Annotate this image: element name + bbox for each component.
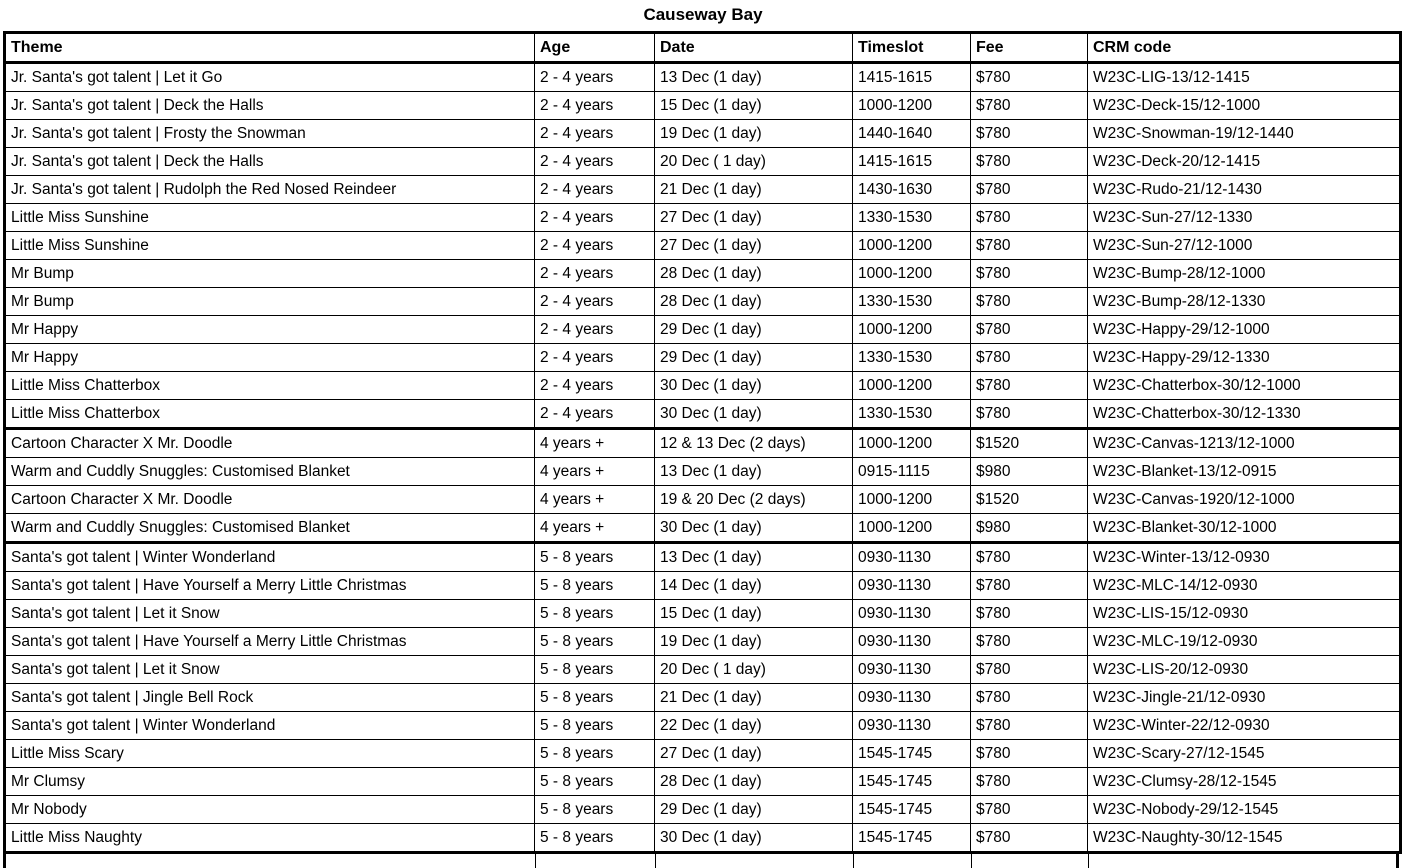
date-cell: 27 Dec (1 day)	[655, 232, 853, 260]
table-bottom-partial-row	[3, 854, 1399, 868]
fee-cell: $780	[971, 768, 1088, 796]
age-cell: 2 - 4 years	[535, 148, 655, 176]
theme-cell: Santa's got talent | Let it Snow	[5, 656, 535, 684]
table-row	[5, 514, 1401, 543]
crm-code-cell: W23C-Clumsy-28/12-1545	[1088, 768, 1401, 796]
crm-code-cell: W23C-Nobody-29/12-1545	[1088, 796, 1401, 824]
timeslot-cell: 1545-1745	[853, 824, 971, 853]
table-row	[5, 176, 1401, 204]
date-cell: 19 Dec (1 day)	[655, 628, 853, 656]
crm-code-cell: W23C-Canvas-1920/12-1000	[1088, 486, 1401, 514]
column-header-date: Date	[655, 33, 853, 63]
fee-cell: $780	[971, 120, 1088, 148]
age-cell: 5 - 8 years	[535, 824, 655, 853]
table-header	[5, 33, 1401, 63]
age-cell: 2 - 4 years	[535, 372, 655, 400]
table-row	[5, 656, 1401, 684]
fee-cell: $780	[971, 543, 1088, 572]
age-cell: 5 - 8 years	[535, 684, 655, 712]
crm-code-cell: W23C-Canvas-1213/12-1000	[1088, 429, 1401, 458]
fee-cell: $780	[971, 796, 1088, 824]
table-row	[5, 768, 1401, 796]
date-cell: 29 Dec (1 day)	[655, 316, 853, 344]
fee-cell: $780	[971, 63, 1088, 92]
fee-cell: $780	[971, 232, 1088, 260]
table-row	[5, 344, 1401, 372]
theme-cell: Warm and Cuddly Snuggles: Customised Blanket	[5, 514, 535, 543]
table-row	[5, 684, 1401, 712]
timeslot-cell: 1000-1200	[853, 232, 971, 260]
age-cell: 4 years +	[535, 486, 655, 514]
theme-cell: Santa's got talent | Have Yourself a Merry Little Christmas	[5, 572, 535, 600]
crm-code-cell: W23C-Blanket-13/12-0915	[1088, 458, 1401, 486]
fee-cell: $780	[971, 600, 1088, 628]
table-row	[5, 148, 1401, 176]
date-cell: 15 Dec (1 day)	[655, 92, 853, 120]
crm-code-cell: W23C-Sun-27/12-1330	[1088, 204, 1401, 232]
date-cell: 19 Dec (1 day)	[655, 120, 853, 148]
date-cell: 27 Dec (1 day)	[655, 740, 853, 768]
age-cell: 2 - 4 years	[535, 92, 655, 120]
crm-code-cell: W23C-Jingle-21/12-0930	[1088, 684, 1401, 712]
column-header-timeslot: Timeslot	[853, 33, 971, 63]
age-cell: 2 - 4 years	[535, 232, 655, 260]
date-cell: 15 Dec (1 day)	[655, 600, 853, 628]
age-cell: 5 - 8 years	[535, 572, 655, 600]
age-cell: 2 - 4 years	[535, 400, 655, 429]
table-row	[5, 400, 1401, 429]
crm-code-cell: W23C-Chatterbox-30/12-1330	[1088, 400, 1401, 429]
table-row	[5, 372, 1401, 400]
theme-cell: Little Miss Sunshine	[5, 232, 535, 260]
fee-cell: $780	[971, 92, 1088, 120]
crm-code-cell: W23C-Happy-29/12-1000	[1088, 316, 1401, 344]
crm-code-cell: W23C-Happy-29/12-1330	[1088, 344, 1401, 372]
timeslot-cell: 1000-1200	[853, 514, 971, 543]
fee-cell: $980	[971, 514, 1088, 543]
crm-code-cell: W23C-MLC-14/12-0930	[1088, 572, 1401, 600]
theme-cell: Mr Clumsy	[5, 768, 535, 796]
table-row	[5, 824, 1401, 853]
date-cell: 19 & 20 Dec (2 days)	[655, 486, 853, 514]
theme-cell: Jr. Santa's got talent | Frosty the Snowman	[5, 120, 535, 148]
fee-cell: $780	[971, 712, 1088, 740]
crm-code-cell: W23C-LIG-13/12-1415	[1088, 63, 1401, 92]
theme-cell: Mr Happy	[5, 316, 535, 344]
table-row	[5, 260, 1401, 288]
fee-cell: $780	[971, 316, 1088, 344]
theme-cell: Mr Bump	[5, 260, 535, 288]
table-row	[5, 572, 1401, 600]
table-row	[5, 92, 1401, 120]
age-cell: 4 years +	[535, 514, 655, 543]
fee-cell: $780	[971, 204, 1088, 232]
age-cell: 2 - 4 years	[535, 316, 655, 344]
theme-cell: Santa's got talent | Winter Wonderland	[5, 543, 535, 572]
age-cell: 2 - 4 years	[535, 260, 655, 288]
timeslot-cell: 1000-1200	[853, 486, 971, 514]
theme-cell: Mr Bump	[5, 288, 535, 316]
table-row	[5, 288, 1401, 316]
age-cell: 5 - 8 years	[535, 656, 655, 684]
fee-cell: $980	[971, 458, 1088, 486]
fee-cell: $780	[971, 344, 1088, 372]
table-row	[5, 712, 1401, 740]
date-cell: 30 Dec (1 day)	[655, 824, 853, 853]
crm-code-cell: W23C-Blanket-30/12-1000	[1088, 514, 1401, 543]
crm-code-cell: W23C-Rudo-21/12-1430	[1088, 176, 1401, 204]
table-row	[5, 486, 1401, 514]
fee-cell: $1520	[971, 486, 1088, 514]
fee-cell: $780	[971, 628, 1088, 656]
crm-code-cell: W23C-Naughty-30/12-1545	[1088, 824, 1401, 853]
schedule-table	[3, 31, 1402, 854]
crm-code-cell: W23C-Bump-28/12-1000	[1088, 260, 1401, 288]
fee-cell: $780	[971, 572, 1088, 600]
fee-cell: $780	[971, 684, 1088, 712]
date-cell: 12 & 13 Dec (2 days)	[655, 429, 853, 458]
crm-code-cell: W23C-Scary-27/12-1545	[1088, 740, 1401, 768]
crm-code-cell: W23C-Snowman-19/12-1440	[1088, 120, 1401, 148]
theme-cell: Jr. Santa's got talent | Deck the Halls	[5, 148, 535, 176]
date-cell: 14 Dec (1 day)	[655, 572, 853, 600]
age-cell: 5 - 8 years	[535, 628, 655, 656]
theme-cell: Santa's got talent | Winter Wonderland	[5, 712, 535, 740]
table-header-row	[5, 33, 1401, 63]
timeslot-cell: 1545-1745	[853, 768, 971, 796]
timeslot-cell: 0930-1130	[853, 628, 971, 656]
age-cell: 5 - 8 years	[535, 600, 655, 628]
table-row	[5, 628, 1401, 656]
date-cell: 20 Dec ( 1 day)	[655, 656, 853, 684]
age-cell: 2 - 4 years	[535, 204, 655, 232]
fee-cell: $780	[971, 400, 1088, 429]
table-row	[5, 796, 1401, 824]
timeslot-cell: 0915-1115	[853, 458, 971, 486]
timeslot-cell: 1545-1745	[853, 796, 971, 824]
fee-cell: $780	[971, 824, 1088, 853]
timeslot-cell: 1415-1615	[853, 63, 971, 92]
theme-cell: Little Miss Naughty	[5, 824, 535, 853]
age-cell: 5 - 8 years	[535, 740, 655, 768]
table-row	[5, 63, 1401, 92]
timeslot-cell: 1415-1615	[853, 148, 971, 176]
timeslot-cell: 0930-1130	[853, 656, 971, 684]
page-title: Causeway Bay	[643, 5, 763, 24]
age-cell: 2 - 4 years	[535, 344, 655, 372]
crm-code-cell: W23C-Winter-22/12-0930	[1088, 712, 1401, 740]
date-cell: 28 Dec (1 day)	[655, 288, 853, 316]
table-row	[5, 120, 1401, 148]
age-cell: 5 - 8 years	[535, 768, 655, 796]
table-row	[5, 316, 1401, 344]
date-cell: 21 Dec (1 day)	[655, 684, 853, 712]
column-header-fee: Fee	[971, 33, 1088, 63]
age-cell: 5 - 8 years	[535, 712, 655, 740]
table-body	[5, 63, 1401, 853]
column-header-theme: Theme	[5, 33, 535, 63]
timeslot-cell: 1000-1200	[853, 372, 971, 400]
fee-cell: $780	[971, 288, 1088, 316]
date-cell: 20 Dec ( 1 day)	[655, 148, 853, 176]
timeslot-cell: 0930-1130	[853, 600, 971, 628]
table-row	[5, 232, 1401, 260]
theme-cell: Mr Happy	[5, 344, 535, 372]
theme-cell: Cartoon Character X Mr. Doodle	[5, 486, 535, 514]
timeslot-cell: 1000-1200	[853, 260, 971, 288]
theme-cell: Santa's got talent | Let it Snow	[5, 600, 535, 628]
timeslot-cell: 1000-1200	[853, 316, 971, 344]
date-cell: 30 Dec (1 day)	[655, 372, 853, 400]
date-cell: 28 Dec (1 day)	[655, 260, 853, 288]
column-header-crm-code: CRM code	[1088, 33, 1401, 63]
table-row	[5, 740, 1401, 768]
fee-cell: $780	[971, 148, 1088, 176]
theme-cell: Mr Nobody	[5, 796, 535, 824]
fee-cell: $780	[971, 656, 1088, 684]
fee-cell: $780	[971, 740, 1088, 768]
fee-cell: $780	[971, 260, 1088, 288]
age-cell: 5 - 8 years	[535, 796, 655, 824]
date-cell: 29 Dec (1 day)	[655, 796, 853, 824]
fee-cell: $780	[971, 176, 1088, 204]
crm-code-cell: W23C-Deck-20/12-1415	[1088, 148, 1401, 176]
date-cell: 27 Dec (1 day)	[655, 204, 853, 232]
age-cell: 2 - 4 years	[535, 63, 655, 92]
timeslot-cell: 0930-1130	[853, 684, 971, 712]
crm-code-cell: W23C-LIS-15/12-0930	[1088, 600, 1401, 628]
crm-code-cell: W23C-Sun-27/12-1000	[1088, 232, 1401, 260]
timeslot-cell: 1430-1630	[853, 176, 971, 204]
column-header-age: Age	[535, 33, 655, 63]
table-row	[5, 600, 1401, 628]
theme-cell: Jr. Santa's got talent | Rudolph the Red Nosed Reindeer	[5, 176, 535, 204]
theme-cell: Santa's got talent | Jingle Bell Rock	[5, 684, 535, 712]
crm-code-cell: W23C-Bump-28/12-1330	[1088, 288, 1401, 316]
date-cell: 30 Dec (1 day)	[655, 400, 853, 429]
date-cell: 21 Dec (1 day)	[655, 176, 853, 204]
date-cell: 13 Dec (1 day)	[655, 63, 853, 92]
timeslot-cell: 1330-1530	[853, 344, 971, 372]
theme-cell: Little Miss Chatterbox	[5, 400, 535, 429]
crm-code-cell: W23C-Deck-15/12-1000	[1088, 92, 1401, 120]
date-cell: 13 Dec (1 day)	[655, 458, 853, 486]
fee-cell: $1520	[971, 429, 1088, 458]
timeslot-cell: 1545-1745	[853, 740, 971, 768]
timeslot-cell: 1000-1200	[853, 92, 971, 120]
age-cell: 4 years +	[535, 429, 655, 458]
table-row	[5, 204, 1401, 232]
theme-cell: Jr. Santa's got talent | Deck the Halls	[5, 92, 535, 120]
timeslot-cell: 0930-1130	[853, 572, 971, 600]
date-cell: 28 Dec (1 day)	[655, 768, 853, 796]
crm-code-cell: W23C-Winter-13/12-0930	[1088, 543, 1401, 572]
fee-cell: $780	[971, 372, 1088, 400]
age-cell: 2 - 4 years	[535, 176, 655, 204]
theme-cell: Warm and Cuddly Snuggles: Customised Blanket	[5, 458, 535, 486]
timeslot-cell: 0930-1130	[853, 712, 971, 740]
date-cell: 29 Dec (1 day)	[655, 344, 853, 372]
timeslot-cell: 0930-1130	[853, 543, 971, 572]
age-cell: 2 - 4 years	[535, 120, 655, 148]
table-row	[5, 543, 1401, 572]
crm-code-cell: W23C-Chatterbox-30/12-1000	[1088, 372, 1401, 400]
age-cell: 5 - 8 years	[535, 543, 655, 572]
date-cell: 22 Dec (1 day)	[655, 712, 853, 740]
theme-cell: Little Miss Scary	[5, 740, 535, 768]
age-cell: 4 years +	[535, 458, 655, 486]
timeslot-cell: 1440-1640	[853, 120, 971, 148]
date-cell: 30 Dec (1 day)	[655, 514, 853, 543]
timeslot-cell: 1330-1530	[853, 204, 971, 232]
timeslot-cell: 1330-1530	[853, 288, 971, 316]
theme-cell: Jr. Santa's got talent | Let it Go	[5, 63, 535, 92]
timeslot-cell: 1000-1200	[853, 429, 971, 458]
theme-cell: Little Miss Sunshine	[5, 204, 535, 232]
crm-code-cell: W23C-LIS-20/12-0930	[1088, 656, 1401, 684]
date-cell: 13 Dec (1 day)	[655, 543, 853, 572]
theme-cell: Little Miss Chatterbox	[5, 372, 535, 400]
crm-code-cell: W23C-MLC-19/12-0930	[1088, 628, 1401, 656]
timeslot-cell: 1330-1530	[853, 400, 971, 429]
table-row	[5, 458, 1401, 486]
age-cell: 2 - 4 years	[535, 288, 655, 316]
table-row	[5, 429, 1401, 458]
theme-cell: Santa's got talent | Have Yourself a Merry Little Christmas	[5, 628, 535, 656]
theme-cell: Cartoon Character X Mr. Doodle	[5, 429, 535, 458]
